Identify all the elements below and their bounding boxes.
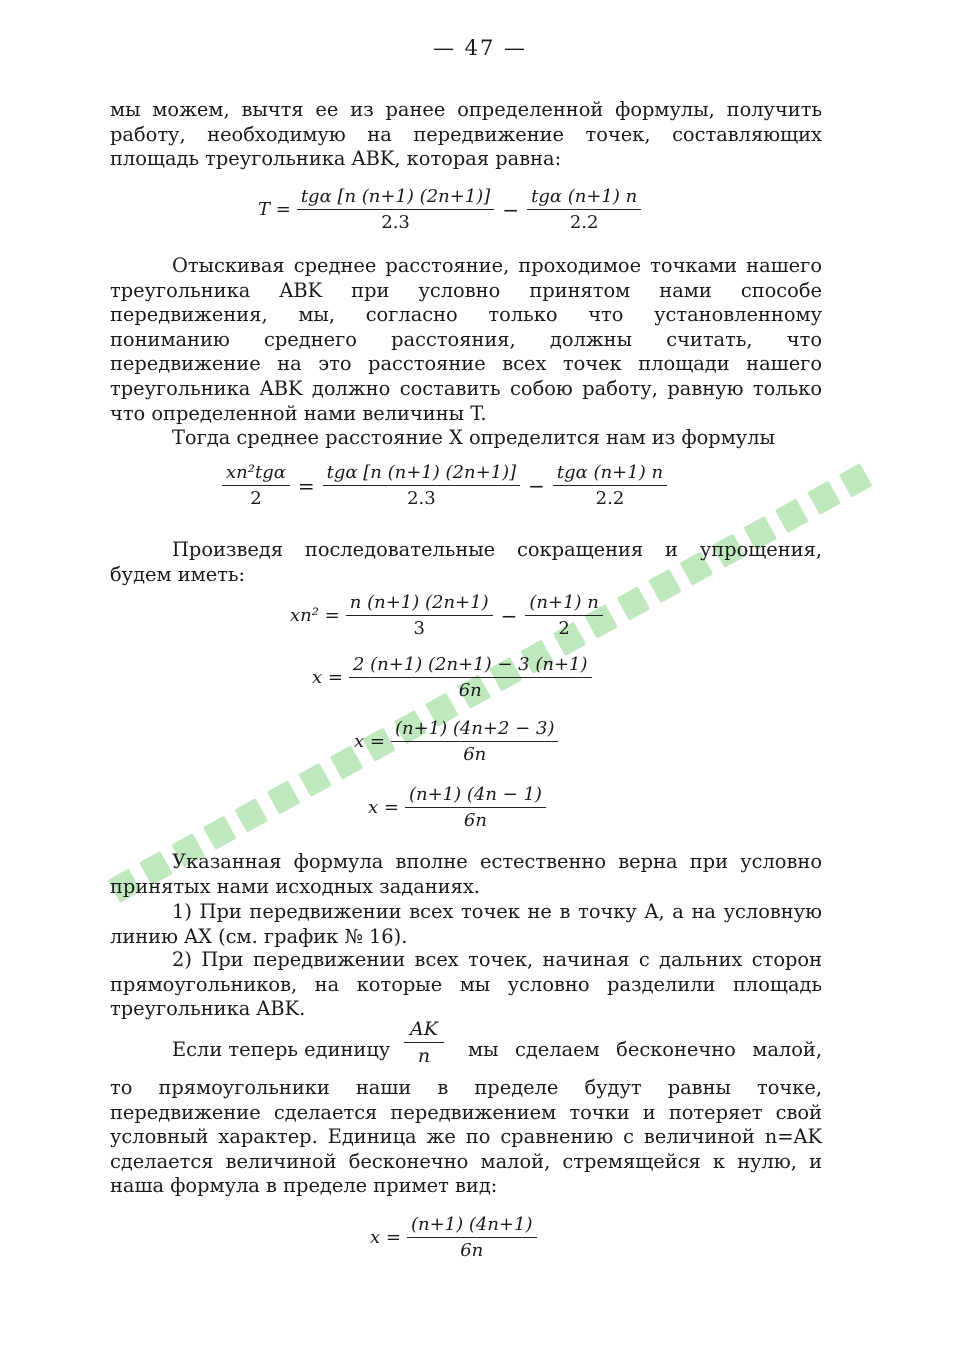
numerator: 2 (n+1) (2n+1) − 3 (n+1) — [349, 654, 592, 678]
fraction — [407, 1214, 537, 1261]
fraction — [527, 186, 641, 233]
numerator: (n+1) n — [525, 592, 603, 616]
paragraph-9: то прямоугольники наши в пределе будут равны точке, передвижение сделается передвижением точки и потеряет свой условный характер. Единица же по сравнению с величиной n=AK сделается величиной бесконечно малой, стремящейся к нулю, и наша формула в пределе примет вид: — [110, 1076, 822, 1198]
denominator: 2 — [558, 618, 570, 639]
formula-step-1 — [290, 592, 607, 639]
fraction — [405, 784, 546, 831]
fraction — [323, 462, 521, 509]
inline-fraction — [404, 1018, 444, 1067]
paragraph-8-end: мы сделаем бесконечно малой, — [468, 1038, 822, 1061]
numerator: tgα [n (n+1) (2n+1)] — [297, 186, 495, 210]
fraction — [222, 462, 290, 509]
denominator: 6n — [463, 744, 487, 765]
denominator: 2.3 — [381, 212, 410, 233]
formula-lhs: x = — [354, 731, 385, 752]
numerator: tgα (n+1) n — [553, 462, 667, 486]
formula-T — [258, 186, 645, 233]
numerator: AK — [404, 1018, 444, 1043]
paragraph-7: 2) При передвижении всех точек, начиная с дальних сторон прямоугольников, на которые мы условно разделили площадь треугольника ABK. — [110, 948, 822, 1021]
fraction — [297, 186, 495, 233]
denominator: 2.2 — [569, 212, 599, 233]
numerator: (n+1) (4n+2 − 3) — [391, 718, 559, 742]
formula-average-distance — [218, 462, 671, 509]
equals-sign: = — [297, 473, 315, 498]
formula-step-2 — [312, 654, 596, 701]
formula-lhs: xn² = — [290, 605, 340, 626]
fraction — [553, 462, 667, 509]
numerator: tgα (n+1) n — [527, 186, 641, 210]
denominator: 6n — [458, 680, 482, 701]
paragraph-1: мы можем, вычтя ее из ранее определенной формулы, получить работу, необходимую на передвижение точек, составляющих площадь треугольника ABK, которая равна: — [110, 98, 822, 171]
formula-lhs: T = — [258, 199, 291, 220]
fraction — [391, 718, 559, 765]
paragraph-8-start: Если теперь единицу — [172, 1038, 391, 1061]
paragraph-4: Произведя последовательные сокращения и упрощения, будем иметь: — [110, 538, 822, 586]
paragraph-5: Указанная формула вполне естественно верна при условно принятых нами исходных заданиях. — [110, 850, 822, 898]
formula-step-3 — [354, 718, 562, 765]
formula-lhs: x = — [370, 1227, 401, 1248]
denominator: 3 — [413, 618, 425, 639]
numerator: tgα [n (n+1) (2n+1)] — [323, 462, 521, 486]
denominator: 2 — [250, 488, 262, 509]
fraction — [525, 592, 603, 639]
fraction — [346, 592, 493, 639]
paragraph-2: Отыскивая среднее расстояние, проходимое точками нашего треугольника ABK при условно принятом нами способе передвижения, мы, согласно только что установленному пониманию среднего расстояния, должны считать, что передвижение на это расстояние всех точек площади нашего треугольника ABK должно составить собою работу, равную только что определенной нами величины T. — [110, 254, 822, 425]
denominator: 6n — [463, 810, 487, 831]
formula-limit — [370, 1214, 541, 1261]
denominator: 2.2 — [595, 488, 625, 509]
denominator: 6n — [460, 1240, 484, 1261]
formula-step-4 — [368, 784, 550, 831]
paragraph-6: 1) При передвижении всех точек не в точку A, а на условную линию AX (см. график № 16). — [110, 900, 822, 948]
formula-lhs: x = — [368, 797, 399, 818]
minus-sign: − — [502, 197, 520, 222]
denominator: 2.3 — [407, 488, 436, 509]
numerator: (n+1) (4n − 1) — [405, 784, 546, 808]
numerator: n (n+1) (2n+1) — [346, 592, 493, 616]
denominator: n — [417, 1045, 431, 1067]
numerator: (n+1) (4n+1) — [407, 1214, 537, 1238]
fraction — [349, 654, 592, 701]
minus-sign: − — [500, 603, 518, 628]
numerator: xn²tgα — [222, 462, 290, 486]
page-number: — 47 — — [432, 36, 528, 60]
minus-sign: − — [528, 473, 545, 498]
paragraph-3: Тогда среднее расстояние X определится нам из формулы — [172, 426, 775, 449]
formula-lhs: x = — [312, 667, 343, 688]
